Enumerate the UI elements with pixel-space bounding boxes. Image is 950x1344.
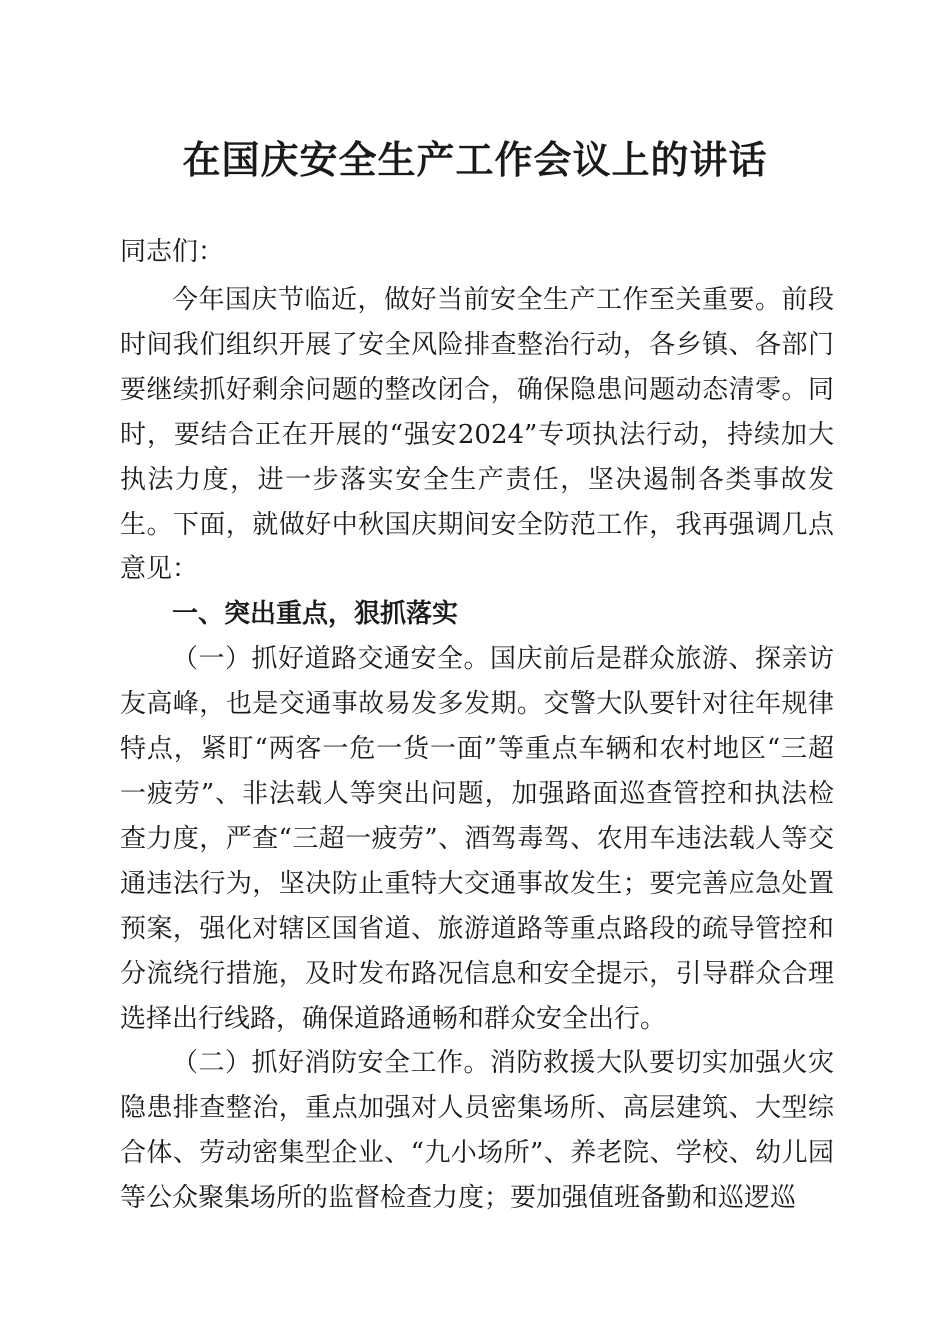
item-2-lead: （二）抓好消防安全工作。: [172, 1048, 490, 1079]
intro-paragraph: 今年国庆节临近，做好当前安全生产工作至关重要。前段时间我们组织开展了安全风险排查整治行动，各乡镇、各部门要继续抓好剩余问题的整改闭合，确保隐患问题动态清零。同时，要结合正在开展的“强安2024”专项执法行动，持续加大执法力度，进一步落实安全生产责任，坚决遏制各类事故发生。下面，就做好中秋国庆期间安全防范工作，我再强调几点意见：: [120, 285, 834, 585]
item-1-lead: （一）抓好道路交通安全。: [172, 644, 490, 675]
section-heading: 一、突出重点，狠抓落实: [172, 599, 459, 630]
item-2-text: 消防救援大队要切实加强火灾隐患排查整治，重点加强对人员密集场所、高层建筑、大型综合体、劳动密集型企业、“九小场所”、养老院、学校、幼儿园等公众聚集场所的监督检查力度；要加强值班备勤和巡逻巡: [120, 1048, 834, 1214]
item-1-text: 国庆前后是群众旅游、探亲访友高峰，也是交通事故易发多发期。交警大队要针对往年规律特点，紧盯“两客一危一货一面”等重点车辆和农村地区“三超一疲劳”、非法载人等突出问题，加强路面巡查管控和执法检查力度，严查“三超一疲劳”、酒驾毒驾、农用车违法载人等交通违法行为，坚决防止重特大交通事故发生；要完善应急处置预案，强化对辖区国省道、旅游道路等重点路段的疏导管控和分流绕行措施，及时发布路况信息和安全提示，引导群众合理选择出行线路，确保道路通畅和群众安全出行。: [120, 644, 834, 1034]
salutation: 同志们：: [120, 237, 225, 267]
document-title: 在国庆安全生产工作会议上的讲话: [182, 137, 768, 182]
paragraph-item-2: [120, 1041, 834, 1221]
paragraph-item-1: [120, 637, 834, 1041]
document-body: [120, 278, 834, 1221]
